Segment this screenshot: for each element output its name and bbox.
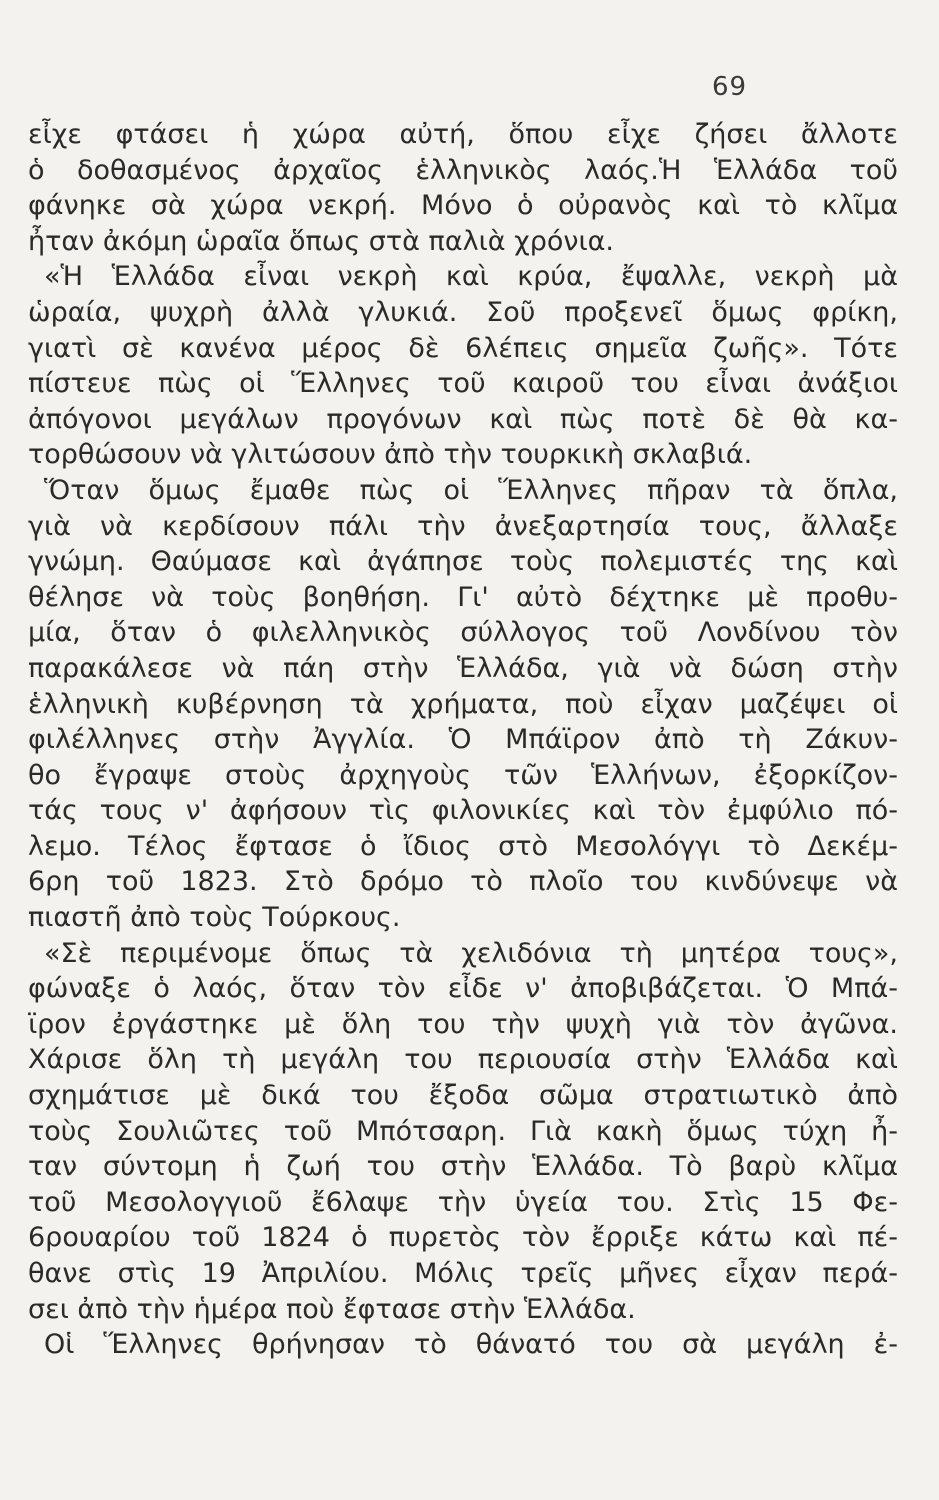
text-line: «Σὲ περιμένομε ὅπως τὰ χελιδόνια τὴ μητέρα τους», bbox=[44, 937, 898, 969]
text-line: «Ἡ Ἑλλάδα εἶναι νεκρὴ καὶ κρύα, ἔψαλλε, νεκρὴ μὰ bbox=[44, 261, 898, 293]
text-line: ὡραία, ψυχρὴ ἀλλὰ γλυκιά. Σοῦ προξενεῖ ὅμως φρίκη, bbox=[28, 296, 898, 328]
text-line: ἀπόγονοι μεγάλων προγόνων καὶ πὼς ποτὲ δὲ θὰ κα- bbox=[28, 403, 898, 435]
text-line: γιατὶ σὲ κανένα μέρος δὲ 6λέπεις σημεῖα ζωῆς». Τότε bbox=[28, 332, 898, 364]
text-line: ταν σύντομη ἡ ζωή του στὴν Ἑλλάδα. Τὸ βαρὺ κλῖμα bbox=[28, 1151, 898, 1183]
text-line: σει ἀπὸ τὴν ἡμέρα ποὺ ἔφτασε στὴν Ἑλλάδα. bbox=[28, 1293, 636, 1325]
text-line: τάς τους ν' ἀφήσουν τὶς φιλονικίες καὶ τὸν ἐμφύλιο πό- bbox=[28, 795, 898, 827]
body-text bbox=[28, 117, 898, 1363]
text-line: 6ρουαρίου τοῦ 1824 ὁ πυρετὸς τὸν ἔρριξε κάτω καὶ πέ- bbox=[28, 1222, 898, 1254]
text-line: τοὺς Σουλιῶτες τοῦ Μπότσαρη. Γιὰ κακὴ ὅμως τύχη ἦ- bbox=[28, 1115, 898, 1147]
text-line: πίστευε πὼς οἱ Ἕλληνες τοῦ καιροῦ του εἶναι ἀνάξιοι bbox=[28, 368, 898, 400]
text-line: ἦταν ἀκόμη ὡραῖα ὅπως στὰ παλιὰ χρόνια. bbox=[28, 225, 614, 257]
text-line: τορθώσουν νὰ γλιτώσουν ἀπὸ τὴν τουρκικὴ σκλαβιά. bbox=[28, 439, 753, 471]
text-line: θανε στὶς 19 Ἀπριλίου. Μόλις τρεῖς μῆνες εἶχαν περά- bbox=[28, 1258, 898, 1289]
text-line: Ὅταν ὅμως ἔμαθε πὼς οἱ Ἕλληνες πῆραν τὰ ὅπλα, bbox=[44, 474, 898, 506]
text-line: μία, ὅταν ὁ φιλελληνικὸς σύλλογος τοῦ Λονδίνου τὸν bbox=[28, 617, 898, 649]
page-number: 69 bbox=[712, 72, 748, 102]
text-line: θο ἔγραψε στοὺς ἀρχηγοὺς τῶν Ἑλλήνων, ἐξορκίζον- bbox=[28, 759, 898, 791]
text-line: 6ρη τοῦ 1823. Στὸ δρόμο τὸ πλοῖο του κινδύνεψε νὰ bbox=[28, 866, 898, 898]
text-line: γνώμη. Θαύμασε καὶ ἀγάπησε τοὺς πολεμιστές της καὶ bbox=[28, 546, 898, 578]
text-line: γιὰ νὰ κερδίσουν πάλι τὴν ἀνεξαρτησία τους, ἄλλαξε bbox=[28, 510, 898, 542]
text-line: εἶχε φτάσει ἡ χώρα αὐτή, ὅπου εἶχε ζήσει ἄλλοτε bbox=[28, 119, 898, 150]
text-line: τοῦ Μεσολογγιοῦ ἔ6λαψε τὴν ὑγεία του. Στὶς 15 Φε- bbox=[28, 1186, 898, 1218]
text-line: παρακάλεσε νὰ πάη στὴν Ἑλλάδα, γιὰ νὰ δώση στὴν bbox=[28, 652, 898, 684]
text-line: φάνηκε σὰ χώρα νεκρή. Μόνο ὁ οὐρανὸς καὶ τὸ κλῖμα bbox=[28, 190, 898, 222]
text-line: σχημάτισε μὲ δικά του ἔξοδα σῶμα στρατιωτικὸ ἀπὸ bbox=[28, 1080, 898, 1112]
text-line: πιαστῆ ἀπὸ τοὺς Τούρκους. bbox=[28, 902, 401, 934]
text-line: Χάρισε ὅλη τὴ μεγάλη του περιουσία στὴν Ἑλλάδα καὶ bbox=[28, 1044, 898, 1076]
text-line: φώναξε ὁ λαός, ὅταν τὸν εἶδε ν' ἀποβιβάζεται. Ὁ Μπά- bbox=[28, 973, 898, 1005]
text-line: φιλέλληνες στὴν Ἀγγλία. Ὁ Μπάϊρον ἀπὸ τὴ Ζάκυν- bbox=[28, 724, 898, 756]
text-line: ὁ δοθασμένος ἀρχαῖος ἑλληνικὸς λαός.Ἡ Ἑλλάδα τοῦ bbox=[28, 154, 898, 186]
text-line: ἑλληνικὴ κυβέρνηση τὰ χρήματα, ποὺ εἶχαν μαζέψει οἱ bbox=[28, 688, 898, 720]
text-line: ϊρον ἐργάστηκε μὲ ὅλη του τὴν ψυχὴ γιὰ τὸν ἀγῶνα. bbox=[28, 1008, 898, 1040]
text-line: Οἱ Ἕλληνες θρήνησαν τὸ θάνατό του σὰ μεγάλη ἐ- bbox=[44, 1329, 898, 1361]
text-line: λεμο. Τέλος ἔφτασε ὁ ἴδιος στὸ Μεσολόγγι τὸ Δεκέμ- bbox=[28, 830, 898, 862]
text-line: θέλησε νὰ τοὺς βοηθήση. Γι' αὐτὸ δέχτηκε μὲ προθυ- bbox=[28, 581, 898, 613]
